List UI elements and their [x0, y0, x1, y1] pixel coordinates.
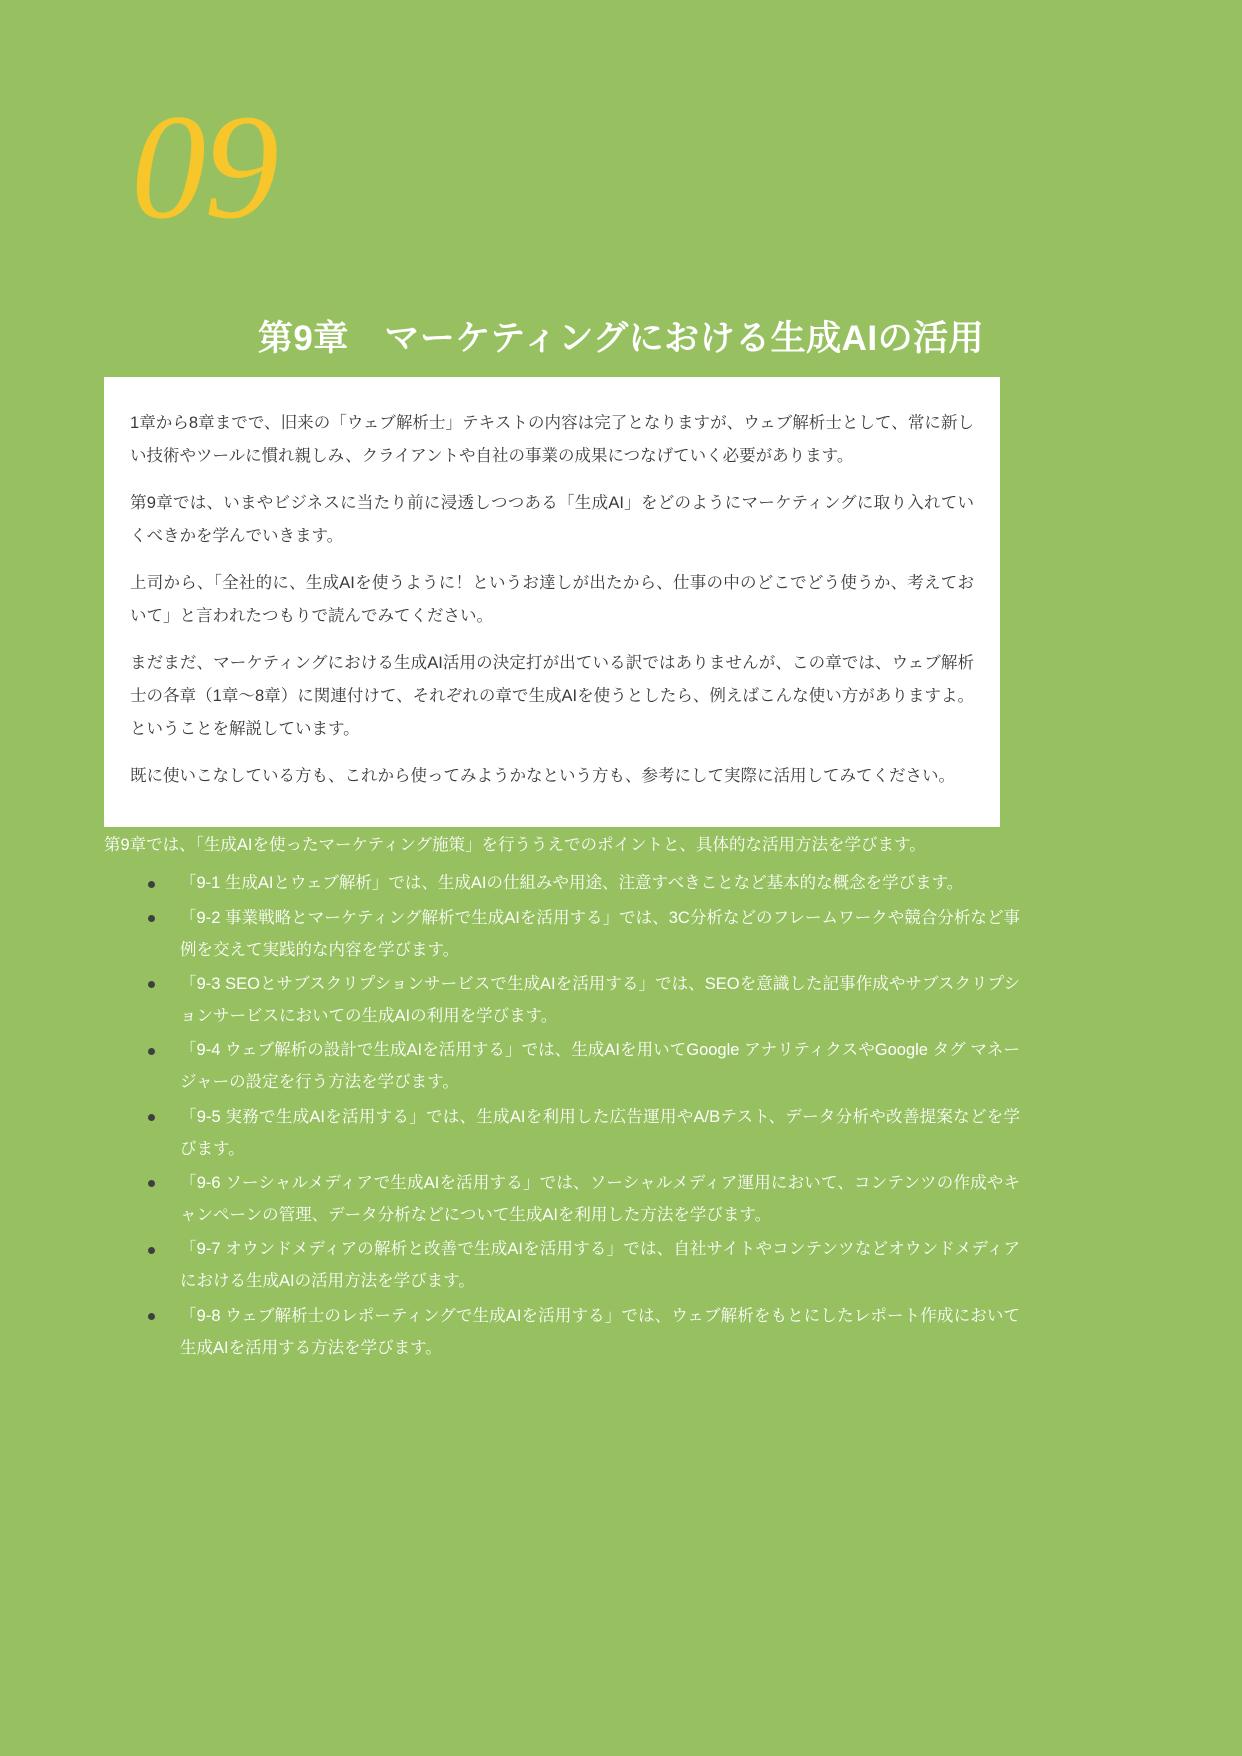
card-paragraph: 1章から8章までで、旧来の「ウェブ解析士」テキストの内容は完了となりますが、ウェブ解析士として、常に新しい技術やツールに慣れ親しみ、クライアントや自社の事業の成果につなげていく必要があります。: [130, 414, 974, 465]
list-item-label: 「9-2 事業戦略とマーケティング解析で生成AIを活用する」では、3C分析などのフレームワークや競合分析など事例を交えて実践的な内容を学びます。: [180, 908, 1020, 959]
intro-card: [104, 377, 1000, 827]
list-item: [104, 968, 1020, 1032]
list-item-label: 「9-8 ウェブ解析士のレポーティングで生成AIを活用する」では、ウェブ解析をもとにしたレポート作成において生成AIを活用する方法を学びます。: [180, 1306, 1020, 1357]
list-item-label: 「9-5 実務で生成AIを活用する」では、生成AIを利用した広告運用やA/Bテスト、データ分析や改善提案などを学びます。: [180, 1107, 1020, 1158]
list-item-label: 「9-4 ウェブ解析の設計で生成AIを活用する」では、生成AIを用いてGoogle アナリティクスやGoogle タグ マネージャーの設定を行う方法を学びます。: [180, 1041, 1020, 1092]
bullet-icon: [148, 1048, 155, 1055]
list-item-label: 「9-6 ソーシャルメディアで生成AIを活用する」では、ソーシャルメディア運用において、コンテンツの作成やキャンペーンの管理、データ分析などについて生成AIを利用した方法を学びます。: [180, 1173, 1020, 1225]
list-item: [104, 1300, 1020, 1364]
list-item: [104, 1034, 1020, 1098]
list-item-label: 「9-3 SEOとサブスクリプションサービスで生成AIを活用する」では、SEOを意識した記事作成やサブスクリプションサービスにおいての生成AIの利用を学びます。: [180, 974, 1020, 1026]
card-paragraph: 既に使いこなしている方も、これから使ってみようかなという方も、参考にして実際に活用してみてください。: [130, 767, 955, 785]
list-item: [104, 1233, 1020, 1297]
bullet-icon: [148, 915, 155, 922]
bullet-icon: [148, 1313, 155, 1320]
chapter-overview: [104, 830, 1020, 1366]
list-item: [104, 867, 1020, 899]
overview-intro: 第9章では、「生成AIを使ったマーケティング施策」を行ううえでのポイントと、具体的な活用方法を学びます。: [104, 836, 926, 854]
list-item-label: 「9-7 オウンドメディアの解析と改善で生成AIを活用する」では、自社サイトやコンテンツなどオウンドメディアにおける生成AIの活用方法を学びます。: [180, 1240, 1020, 1291]
card-paragraph: 上司から、「全社的に、生成AIを使うように！というお達しが出たから、仕事の中のどこでどう使うか、考えておいて」と言われたつもりで読んでみてください。: [130, 574, 974, 625]
list-item: [104, 1167, 1020, 1231]
bullet-icon: [148, 1114, 155, 1121]
bullet-icon: [148, 1247, 155, 1254]
list-item: [104, 1101, 1020, 1165]
section-list: [104, 867, 1020, 1364]
chapter-number: 09: [131, 84, 277, 250]
list-item: [104, 902, 1020, 966]
card-paragraph: 第9章では、いまやビジネスに当たり前に浸透しつつある「生成AI」をどのようにマーケティングに取り入れていくべきかを学んでいきます。: [130, 494, 974, 545]
bullet-icon: [148, 881, 155, 888]
bullet-icon: [148, 1180, 155, 1187]
list-item-label: 「9-1 生成AIとウェブ解析」では、生成AIの仕組みや用途、注意すべきことなど基本的な概念を学びます。: [180, 874, 964, 893]
bullet-icon: [148, 981, 155, 988]
card-paragraph: まだまだ、マーケティングにおける生成AI活用の決定打が出ている訳ではありませんが、この章では、ウェブ解析士の各章（1章〜8章）に関連付けて、それぞれの章で生成AIを使うとしたら、例えばこんな使い方がありますよ。ということを解説しています。: [130, 654, 974, 738]
page-title: 第9章 マーケティングにおける生成AIの活用: [257, 319, 985, 359]
